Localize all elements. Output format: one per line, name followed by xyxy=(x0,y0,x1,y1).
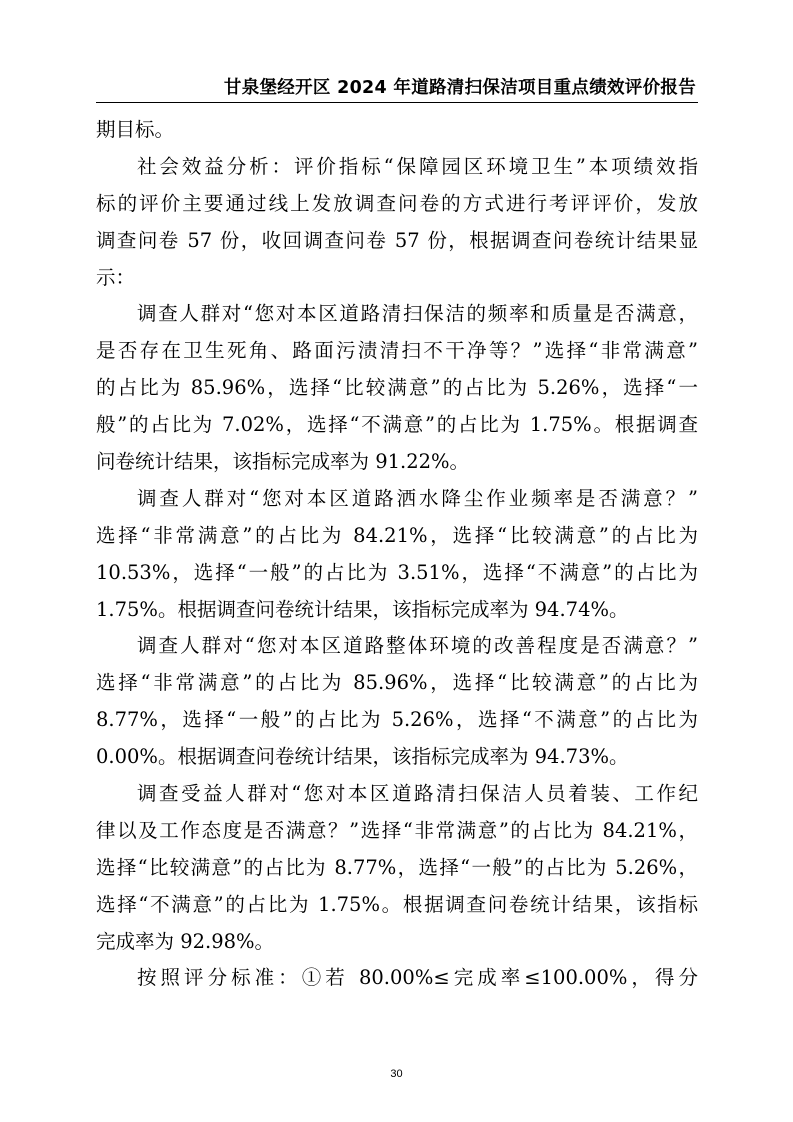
text-line: 是否存在卫生死角、路面污渍清扫不干净等？”选择“非常满意” xyxy=(96,339,698,363)
text-line: 的占比为 85.96%，选择“比较满意”的占比为 5.26%，选择“一 xyxy=(96,376,698,400)
text-line: 选择“比较满意”的占比为 8.77%，选择“一般”的占比为 5.26%， xyxy=(96,855,698,879)
text-line: 标的评价主要通过线上发放调查问卷的方式进行考评评价，发放 xyxy=(96,191,698,215)
paragraph-first-line: 调查人群对“您对本区道路整体环境的改善程度是否满意？” xyxy=(137,634,698,658)
paragraph-first-line: 调查人群对“您对本区道路洒水降尘作业频率是否满意？” xyxy=(137,486,698,510)
text-line: 选择“不满意”的占比为 1.75%。根据调查问卷统计结果，该指标 xyxy=(96,892,698,916)
text-line: 调查问卷 57 份，收回调查问卷 57 份，根据调查问卷统计结果显 xyxy=(96,228,698,252)
body-text xyxy=(96,112,698,997)
text-line: 选择“非常满意”的占比为 84.21%，选择“比较满意”的占比为 xyxy=(96,523,698,547)
paragraph-first-line: 按照评分标准：①若 80.00%≤完成率≤100.00%，得分 xyxy=(137,966,698,990)
paragraph-first-line: 调查受益人群对“您对本区道路清扫保洁人员着装、工作纪 xyxy=(137,782,698,806)
text-line: 10.53%，选择“一般”的占比为 3.51%，选择“不满意”的占比为 xyxy=(96,560,698,584)
text-line: 律以及工作态度是否满意？”选择“非常满意”的占比为 84.21%， xyxy=(96,818,698,842)
header-rule xyxy=(96,102,698,103)
page-header-title: 甘泉堡经开区 2024 年道路清扫保洁项目重点绩效评价报告 xyxy=(223,78,696,98)
page-number: 30 xyxy=(390,1068,403,1080)
text-line: 选择“非常满意”的占比为 85.96%，选择“比较满意”的占比为 xyxy=(96,671,698,695)
text-line: 0.00%。根据调查问卷统计结果，该指标完成率为 94.73%。 xyxy=(96,745,629,769)
text-line: 般”的占比为 7.02%，选择“不满意”的占比为 1.75%。根据调查 xyxy=(96,413,698,437)
paragraph-first-line: 调查人群对“您对本区道路清扫保洁的频率和质量是否满意， xyxy=(137,302,698,326)
text-line: 问卷统计结果，该指标完成率为 91.22%。 xyxy=(96,450,470,474)
paragraph-first-line: 社会效益分析：评价指标“保障园区环境卫生”本项绩效指 xyxy=(137,154,698,178)
text-line: 完成率为 92.98%。 xyxy=(96,929,275,953)
text-line: 期目标。 xyxy=(96,118,175,141)
text-line: 8.77%，选择“一般”的占比为 5.26%，选择“不满意”的占比为 xyxy=(96,708,698,732)
text-line: 示： xyxy=(96,265,136,289)
text-line: 1.75%。根据调查问卷统计结果，该指标完成率为 94.74%。 xyxy=(96,597,629,621)
